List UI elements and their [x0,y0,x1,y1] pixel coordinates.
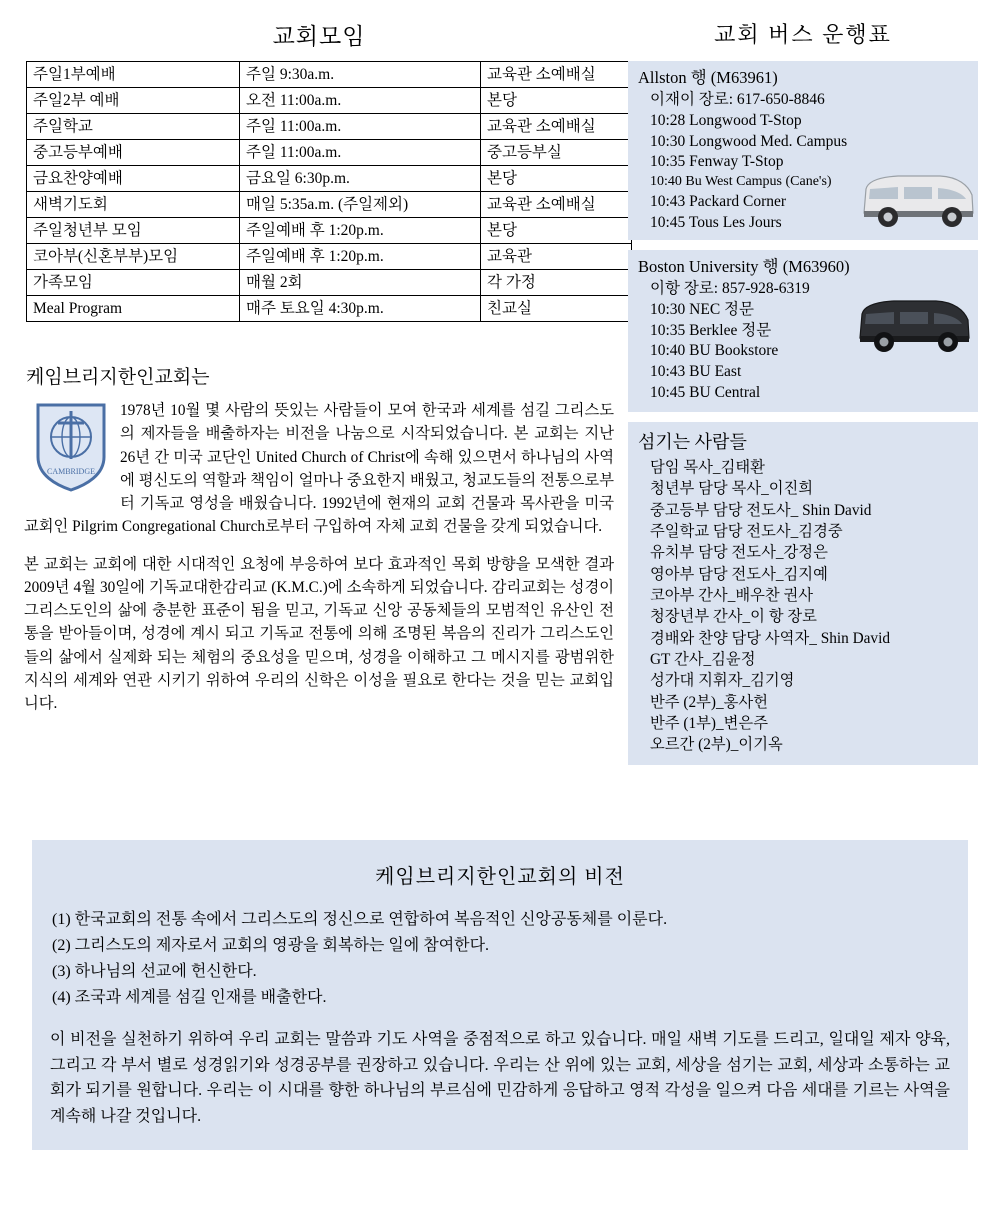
vision-title: 케임브리지한인교회의 비전 [375,866,625,888]
black-van-image [850,290,974,367]
route-stop: 10:35 Berklee 정문 [650,321,772,339]
table-row [27,88,632,114]
intro-section [24,362,614,715]
meeting-name: 가족모임 [27,270,240,296]
meeting-name: 코아부(신혼부부)모임 [27,244,240,270]
church-crest-icon [34,401,108,493]
table-row [27,140,632,166]
servants-panel [628,422,978,765]
meeting-time: 주일 11:00a.m. [240,140,481,166]
table-row [27,192,632,218]
intro-paragraph-1: 1978년 10월 몇 사람의 뜻있는 사람들이 모여 한국과 세계를 섬길 그리스도의 제자들을 배출하자는 비전을 나눔으로 시작되었습니다. 본 교회는 지난 26년 간 미국 교단인 United Church of Christ에 속해 있으면서 하나님의 사역에 평신도의 역할과 책임이 얼마나 중요한지 배웠고, 청교도들의 전통으로부터 기독교 영성을 배웠습니다. 1992년에 현재의 교회 건물과 목사관을 미국 교회인 Pilgrim Congregational Church로부터 구입하여 자체 교회 건물을 갖게 되었습니다. [24,402,614,536]
bus-schedule-title: 교회 버스 운행표 [714,22,892,47]
meeting-time: 매월 2회 [240,270,481,296]
meetings-table [26,61,632,322]
list-item: 주일학교 담당 전도사_김경중 [650,522,843,540]
list-item: 청년부 담당 목사_이진희 [650,480,814,498]
left-column [24,18,614,729]
svg-text:CAMBRIDGE: CAMBRIDGE [46,467,96,476]
meeting-place: 교육관 소예배실 [481,192,632,218]
meeting-place: 각 가정 [481,270,632,296]
table-row [27,270,632,296]
vision-body: 이 비전을 실천하기 위하여 우리 교회는 말씀과 기도 사역을 중점적으로 하고 있습니다. 매일 새벽 기도를 드리고, 일대일 제자 양육, 그리고 각 부서 별로 성경읽기와 성경공부를 권장하고 있습니다. 우리는 산 위에 있는 교회, 세상을 섬기는 교회, 세상과 소통하는 교회가 되기를 원합니다. 우리는 이 시대를 향한 하나님의 부르심에 민감하게 응답하고 영적 각성을 일으켜 다음 세대를 기르는 사역을 계속해 나갈 것입니다. [50,1030,950,1126]
meetings-title: 교회모임 [272,24,366,49]
table-row [27,244,632,270]
list-item: 오르간 (2부)_이기옥 [650,736,783,754]
meeting-place: 교육관 소예배실 [481,114,632,140]
table-row [27,166,632,192]
bus-route-bu [628,250,978,412]
route-contact: 이재이 장로: 617-650-8846 [650,91,825,108]
meeting-place: 교육관 [481,244,632,270]
meeting-name: 주일2부 예배 [27,88,240,114]
vision-item: (1) 한국교회의 전통 속에서 그리스도의 정신으로 연합하여 복음적인 신앙공동체를 이룬다. [52,911,668,928]
meeting-place: 친교실 [481,296,632,322]
vision-item: (2) 그리스도의 제자로서 교회의 영광을 회복하는 일에 참여한다. [52,936,490,954]
route-heading: Boston University 행 (M63960) [638,256,850,276]
list-item: 담임 목사_김태환 [650,458,765,476]
table-row [27,62,632,88]
list-item: 성가대 지휘자_김기영 [650,672,795,690]
meeting-time: 매주 토요일 4:30p.m. [240,296,481,322]
list-item: 중고등부 담당 전도사_ Shin David [650,501,872,519]
route-stop: 10:35 Fenway T-Stop [650,153,784,171]
vision-panel [32,840,968,1150]
meeting-time: 금요일 6:30p.m. [240,166,481,192]
intro-heading: 케임브리지한인교회는 [26,367,210,388]
route-stop: 10:40 BU Bookstore [650,342,779,360]
list-item: 유치부 담당 전도사_강정은 [650,544,828,562]
meeting-time: 주일 11:00a.m. [240,114,481,140]
table-row [27,114,632,140]
route-stop: 10:40 Bu West Campus (Cane's) [650,174,832,190]
list-item: 청장년부 간사_이 항 장로 [650,608,817,626]
route-stop: 10:30 Longwood Med. Campus [650,132,848,150]
right-column [628,18,978,765]
meeting-name: 새벽기도회 [27,192,240,218]
route-stop: 10:45 Tous Les Jours [650,214,782,232]
servants-title: 섬기는 사람들 [638,431,747,452]
meeting-place: 교육관 소예배실 [481,62,632,88]
vision-item: (3) 하나님의 선교에 헌신한다. [52,962,257,980]
meeting-time: 오전 11:00a.m. [240,88,481,114]
meeting-time: 주일 9:30a.m. [240,62,481,88]
white-van-image [854,165,978,242]
meeting-time: 매일 5:35a.m. (주일제외) [240,192,481,218]
meeting-name: 주일청년부 모임 [27,218,240,244]
meeting-name: 금요찬양예배 [27,166,240,192]
list-item: 영아부 담당 전도사_김지예 [650,565,828,583]
meeting-name: 주일1부예배 [27,62,240,88]
list-item: 반주 (1부)_변은주 [650,714,768,732]
route-contact: 이항 장로: 857-928-6319 [650,279,810,297]
list-item: 반주 (2부)_홍사헌 [650,693,768,711]
list-item: GT 간사_김윤정 [650,650,756,668]
meeting-place: 본당 [481,166,632,192]
meeting-time: 주일예배 후 1:20p.m. [240,218,481,244]
route-stop: 10:43 Packard Corner [650,193,787,211]
route-stop: 10:43 BU East [650,363,742,381]
bus-route-allston [628,61,978,240]
table-row [27,296,632,322]
route-stop: 10:45 BU Central [650,384,761,402]
intro-paragraph-2: 본 교회는 교회에 대한 시대적인 요청에 부응하여 보다 효과적인 목회 방향을 모색한 결과 2009년 4월 30일에 기독교대한감리교 (K.M.C.)에 소속하게 되었습니다. 감리교회는 성경이 그리스도인의 삶에 충분한 표준이 됨을 믿고, 기독교 신앙 공동체들의 모범적인 유산인 전통을 받아들이며, 성경에 계시 되고 기독교 전통에 의해 조명된 복음의 진리가 그리스도인들의 삶에서 실제화 되는 체험의 중요성을 믿으며, 성경을 이해하고 그 메시지를 광범위한 지식의 세계와 연관 시키기 위하여 우리의 신학은 이성을 필요로 한다는 것을 믿는 교회입니다. [24,555,614,712]
vision-item: (4) 조국과 세계를 섬길 인재를 배출한다. [52,988,327,1006]
meeting-place: 본당 [481,218,632,244]
meeting-name: 주일학교 [27,114,240,140]
list-item: 코아부 간사_배우찬 권사 [650,586,814,604]
meeting-place: 중고등부실 [481,140,632,166]
meeting-place: 본당 [481,88,632,114]
route-stop: 10:28 Longwood T-Stop [650,111,802,129]
meeting-name: 중고등부예배 [27,140,240,166]
route-stop: 10:30 NEC 정문 [650,300,755,318]
meeting-time: 주일예배 후 1:20p.m. [240,244,481,270]
route-heading: Allston 행 (M63961) [638,68,778,87]
meeting-name: Meal Program [27,296,240,322]
table-row [27,218,632,244]
list-item: 경배와 찬양 담당 사역자_ Shin David [650,629,890,647]
